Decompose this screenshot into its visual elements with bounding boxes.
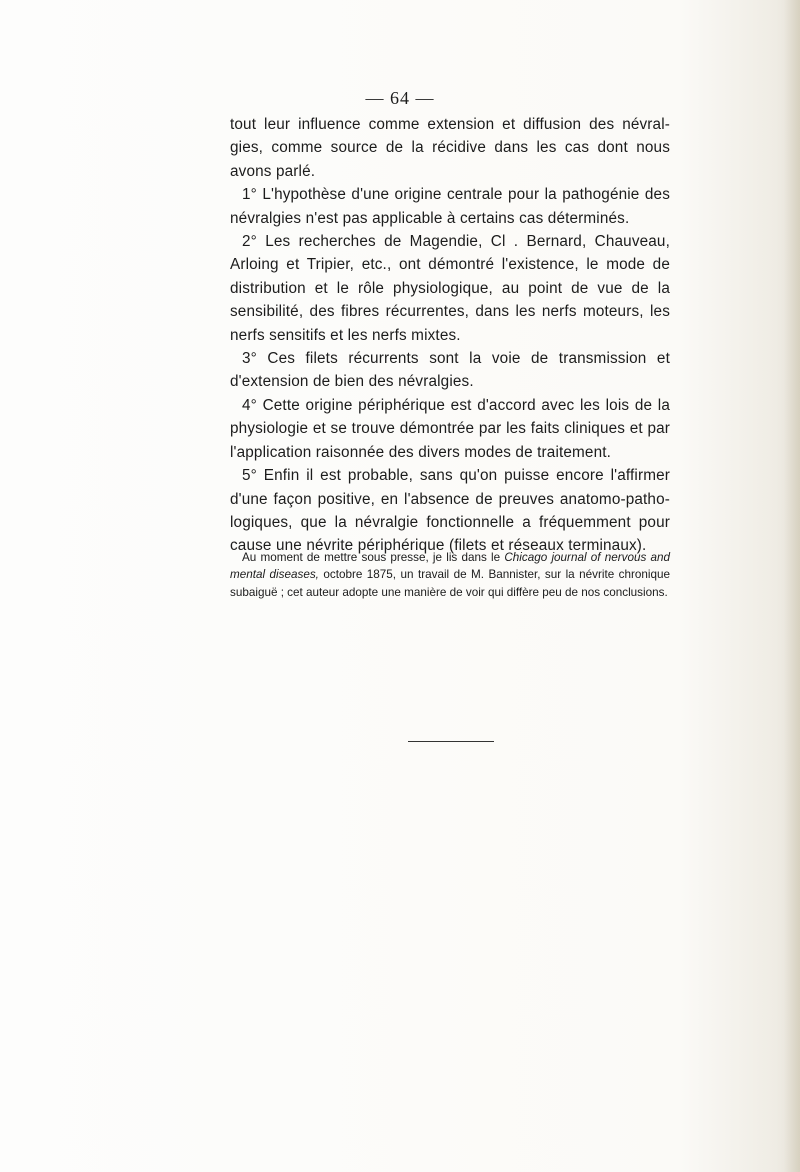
footnote-rest: octobre 1875, un travail de M. Bannister, sur la névrite chronique subaiguë ; cet auteur adopte une manière de voir qui diffère peu de nos conclusions.: [230, 568, 671, 599]
paragraph-point-1: 1° L'hypothèse d'une origine centrale pour la pathogénie des névralgies n'est pas applicable à certains cas déterminés.: [230, 186, 670, 227]
paper-edge-stain: [784, 0, 800, 1172]
paragraph-point-3: 3° Ces filets récurrents sont la voie de transmission et d'extension de bien des névralgies.: [230, 350, 670, 391]
end-rule: [408, 741, 494, 742]
footnote-lead: Au moment de mettre sous presse, je lis dans le: [242, 551, 501, 564]
paragraph-point-4: 4° Cette origine périphérique est d'accord avec les lois de la physiologie et se trouve démontrée par les faits cliniques et par l'application raisonnée des divers modes de traitement.: [230, 396, 670, 461]
page-number: — 64 —: [365, 88, 435, 108]
footnote-journal-title: Chicago journal of nervous and mental diseases,: [230, 551, 670, 582]
paragraph-point-5: 5° Enfin il est probable, sans qu'on puisse encore l'affirmer d'une façon positive, en l'absence de preuves anatomo-patho-logiques, que la névralgie fonctionnelle a fréquemment pour cause une névrite périphérique (filets et réseaux terminaux).: [230, 467, 670, 555]
body-text: [230, 113, 670, 558]
footnote: [230, 549, 670, 601]
paragraph-point-2: 2° Les recherches de Magendie, Cl . Bernard, Chauveau, Arloing et Tripier, etc., ont démontré l'existence, le mode de distribution et le rôle physiologique, au point de vue de la sensibilité, des fibres récurrentes, dans les nerfs moteurs, les nerfs sensitifs et les nerfs mixtes.: [230, 233, 670, 344]
paragraph-intro: tout leur influence comme extension et diffusion des névral-gies, comme source de la récidive dans les cas dont nous avons parlé.: [230, 116, 670, 180]
